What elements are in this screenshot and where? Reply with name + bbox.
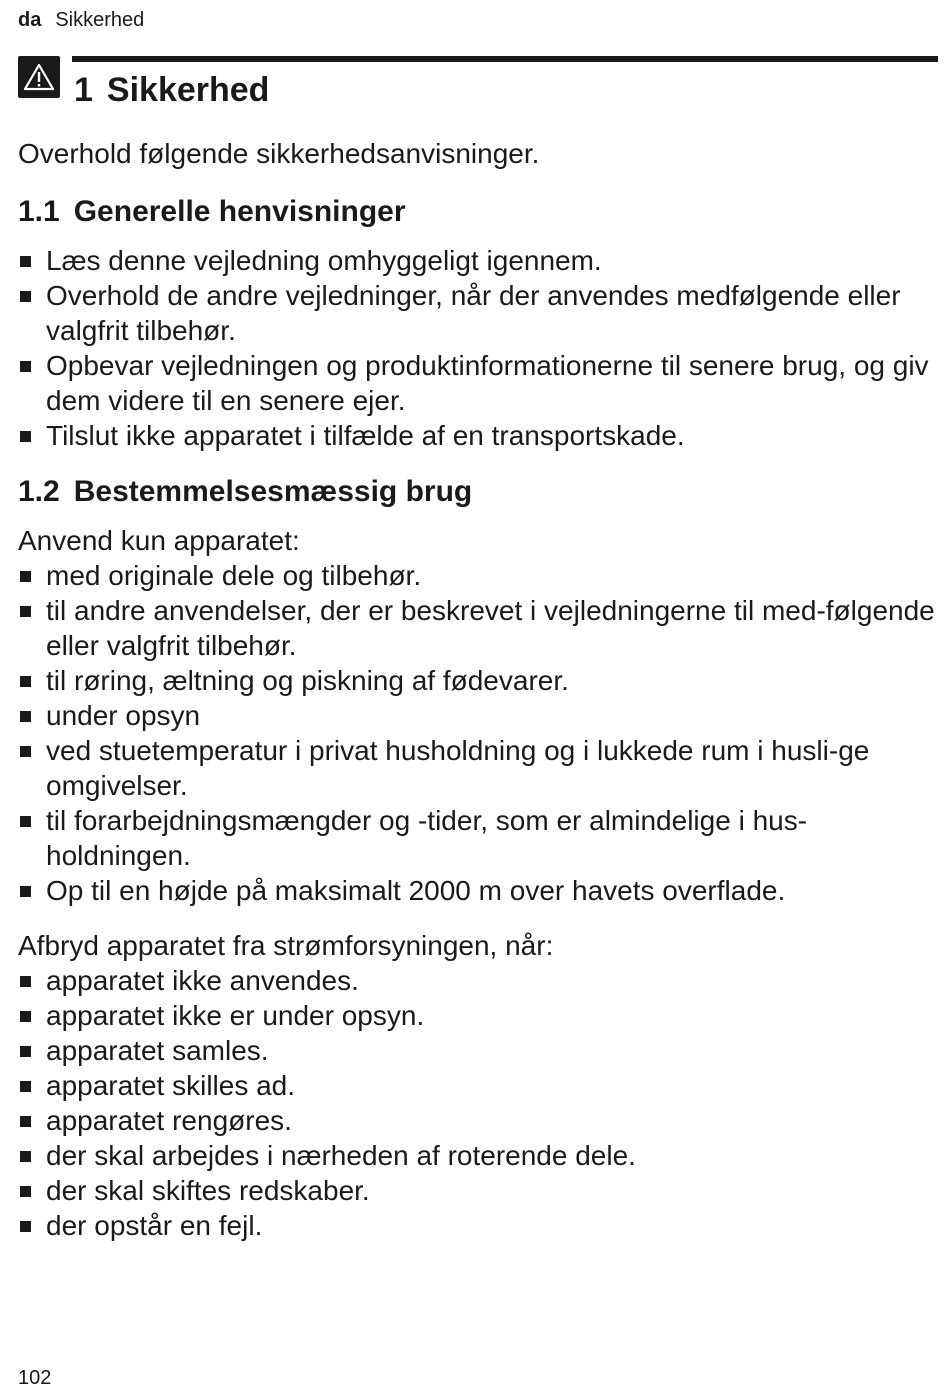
- list-item: til røring, æltning og piskning af fødevarer.: [18, 663, 938, 698]
- list-item: der skal arbejdes i nærheden af roterende dele.: [18, 1138, 938, 1173]
- list-item: Tilslut ikke apparatet i tilfælde af en transportskade.: [18, 418, 938, 453]
- list-item: ved stuetemperatur i privat husholdning og i lukkede rum i husli-ge omgivelser.: [18, 733, 938, 803]
- bullet-square-icon: [20, 816, 31, 827]
- bullet-square-icon: [20, 361, 31, 372]
- bullet-square-icon: [20, 886, 31, 897]
- bullet-square-icon: [20, 711, 31, 722]
- bullet-square-icon: [20, 1116, 31, 1127]
- chapter-number: 1: [74, 71, 93, 109]
- list-item: apparatet ikke er under opsyn.: [18, 998, 938, 1033]
- disconnect-lead: Afbryd apparatet fra strømforsyningen, når:: [18, 930, 554, 961]
- bullet-square-icon: [20, 571, 31, 582]
- bullet-square-icon: [20, 1186, 31, 1197]
- list-item: Opbevar vejledningen og produktinformationerne til senere brug, og giv dem videre til en senere ejer.: [18, 348, 938, 418]
- bullet-square-icon: [20, 1011, 31, 1022]
- section-heading-general: [18, 193, 938, 231]
- list-item: apparatet samles.: [18, 1033, 938, 1068]
- warning-triangle-icon: [18, 56, 60, 98]
- list-item: med originale dele og tilbehør.: [18, 558, 938, 593]
- bullet-square-icon: [20, 746, 31, 757]
- bullet-square-icon: [20, 256, 31, 267]
- list-item: Op til en højde på maksimalt 2000 m over havets overflade.: [18, 873, 938, 908]
- intended-use-list: [18, 558, 938, 908]
- bullet-square-icon: [20, 1221, 31, 1232]
- page-number: 102: [18, 1367, 52, 1389]
- running-header: [18, 8, 144, 32]
- bullet-square-icon: [20, 1081, 31, 1092]
- list-item: apparatet ikke anvendes.: [18, 963, 938, 998]
- list-item: til andre anvendelser, der er beskrevet i vejledningerne til med-følgende eller valgfrit tilbehør.: [18, 593, 938, 663]
- section-title: Generelle henvisninger: [73, 195, 406, 228]
- intended-use-lead: Anvend kun apparatet:: [18, 525, 300, 556]
- list-item: apparatet skilles ad.: [18, 1068, 938, 1103]
- bullet-square-icon: [20, 431, 31, 442]
- running-header-title: Sikkerhed: [55, 9, 145, 31]
- general-instructions-list: [18, 243, 938, 453]
- bullet-square-icon: [20, 606, 31, 617]
- language-code: da: [18, 9, 42, 31]
- list-item: apparatet rengøres.: [18, 1103, 938, 1138]
- bullet-square-icon: [20, 676, 31, 687]
- bullet-square-icon: [20, 1046, 31, 1057]
- section-rule: [72, 56, 938, 62]
- bullet-square-icon: [20, 1151, 31, 1162]
- list-item: under opsyn: [18, 698, 938, 733]
- list-item: Overhold de andre vejledninger, når der anvendes medfølgende eller valgfrit tilbehør.: [18, 278, 938, 348]
- chapter-title: [74, 70, 269, 110]
- bullet-square-icon: [20, 976, 31, 987]
- list-item: der opstår en fejl.: [18, 1208, 938, 1243]
- main-content: [18, 136, 938, 1243]
- section-number: 1.1: [18, 195, 60, 228]
- disconnect-conditions-list: [18, 963, 938, 1243]
- list-item: der skal skiftes redskaber.: [18, 1173, 938, 1208]
- list-item: til forarbejdningsmængder og -tider, som er almindelige i hus-holdningen.: [18, 803, 938, 873]
- section-number: 1.2: [18, 475, 60, 508]
- chapter-title-text: Sikkerhed: [106, 71, 270, 109]
- list-item: Læs denne vejledning omhyggeligt igennem.: [18, 243, 938, 278]
- bullet-square-icon: [20, 291, 31, 302]
- section-title: Bestemmelsesmæssig brug: [73, 475, 473, 508]
- section-heading-intended-use: [18, 473, 938, 511]
- intro-text: Overhold følgende sikkerhedsanvisninger.: [18, 138, 540, 169]
